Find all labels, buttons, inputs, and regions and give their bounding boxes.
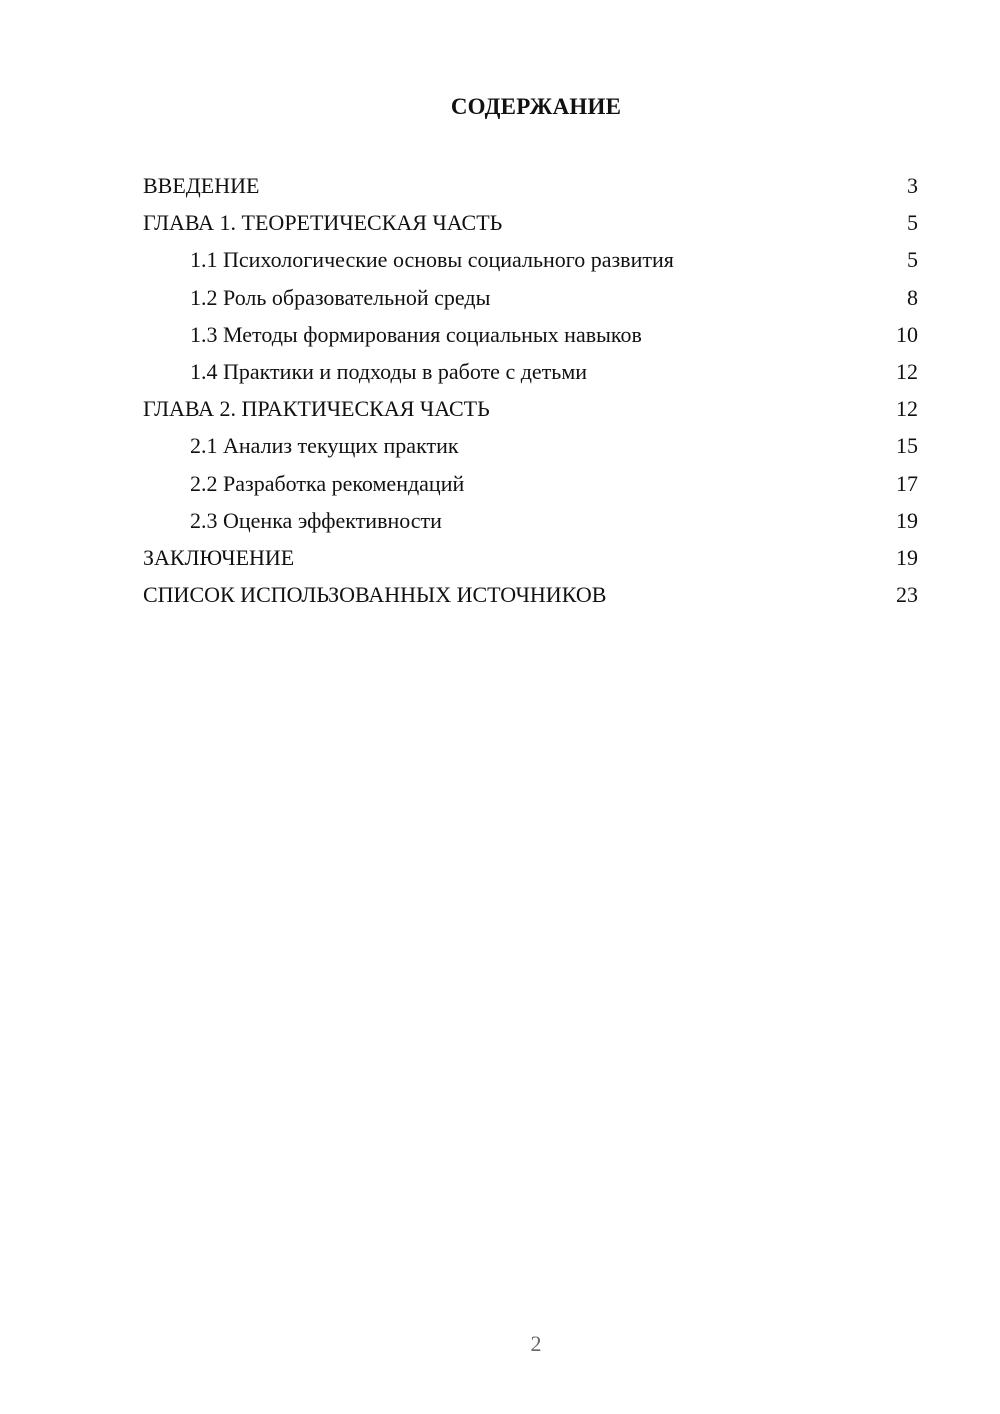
toc-entry-page: 12	[896, 396, 918, 422]
toc-entry-section-1-2[interactable]	[143, 279, 918, 316]
toc-entry-references[interactable]	[143, 576, 918, 613]
toc-entry-section-2-3[interactable]	[143, 502, 918, 539]
toc-entry-page: 19	[896, 544, 918, 570]
table-of-contents	[143, 167, 918, 613]
toc-entry-section-1-4[interactable]	[143, 353, 918, 390]
toc-entry-section-1-1[interactable]	[143, 241, 918, 278]
toc-entry-label: 1.3 Методы формирования социальных навыков	[190, 321, 642, 347]
toc-entry-page: 23	[896, 582, 918, 608]
toc-entry-page: 8	[907, 284, 918, 310]
toc-entry-section-1-3[interactable]	[143, 316, 918, 353]
toc-entry-label: 2.1 Анализ текущих практик	[190, 433, 459, 459]
toc-entry-page: 3	[907, 173, 918, 198]
toc-entry-label: ГЛАВА 2. ПРАКТИЧЕСКАЯ ЧАСТЬ	[143, 396, 490, 422]
page-title: СОДЕРЖАНИЕ	[450, 94, 622, 119]
toc-entry-section-2-1[interactable]	[143, 427, 918, 464]
toc-entry-conclusion[interactable]	[143, 539, 918, 576]
toc-entry-label: 2.3 Оценка эффективности	[190, 507, 442, 533]
toc-entry-chapter-2[interactable]	[143, 390, 918, 427]
toc-entry-page: 15	[896, 433, 918, 459]
toc-entry-section-2-2[interactable]	[143, 465, 918, 502]
toc-entry-label: 1.4 Практики и подходы в работе с детьми	[190, 358, 588, 384]
toc-entry-label: ГЛАВА 1. ТЕОРЕТИЧЕСКАЯ ЧАСТЬ	[143, 210, 503, 236]
toc-entry-page: 12	[896, 358, 918, 384]
toc-entry-label: 1.1 Психологические основы социального развития	[190, 247, 674, 273]
toc-entry-page: 19	[896, 507, 918, 533]
toc-entry-label: 1.2 Роль образовательной среды	[190, 284, 491, 310]
toc-entry-page: 10	[896, 321, 918, 347]
toc-entry-page: 5	[907, 210, 918, 236]
toc-entry-page: 17	[896, 470, 918, 496]
page-number: 2	[530, 1331, 542, 1356]
toc-entry-label: 2.2 Разработка рекомендаций	[190, 470, 465, 496]
toc-entry-label: ЗАКЛЮЧЕНИЕ	[143, 544, 295, 570]
toc-entry-introduction[interactable]	[143, 167, 918, 204]
toc-entry-label: СПИСОК ИСПОЛЬЗОВАННЫХ ИСТОЧНИКОВ	[143, 582, 607, 608]
toc-entry-page: 5	[907, 247, 918, 273]
toc-entry-chapter-1[interactable]	[143, 204, 918, 241]
toc-entry-label: ВВЕДЕНИЕ	[143, 173, 260, 198]
